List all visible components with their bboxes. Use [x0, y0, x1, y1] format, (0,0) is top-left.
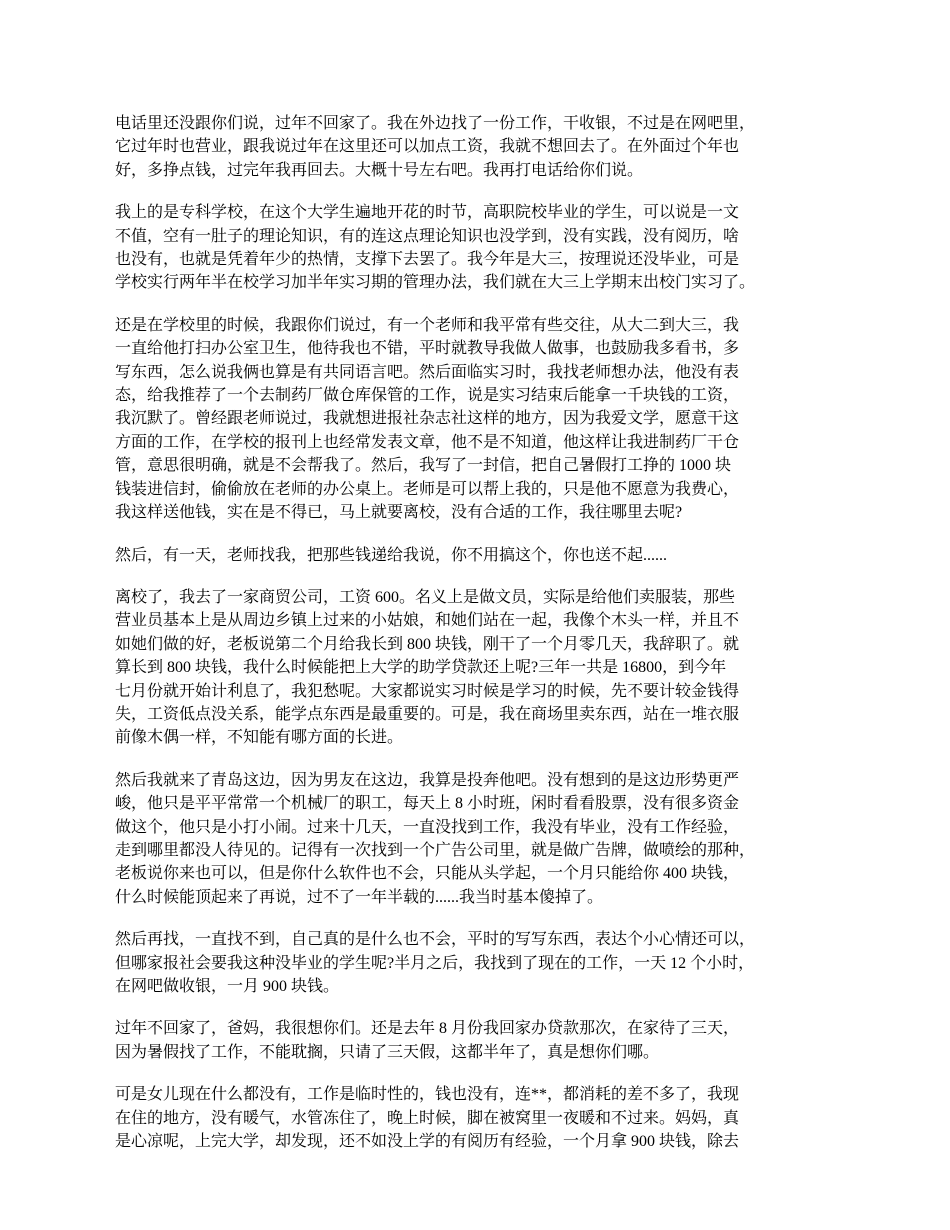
text-line: 七月份就开始计利息了，我犯愁呢。大家都说实习时候是学习的时候，先不要计较金钱得	[115, 682, 740, 700]
text-line: 是心凉呢，上完大学，却发现，还不如没上学的有阅历有经验，一个月拿 900 块钱，除去	[115, 1133, 740, 1151]
text-line: 什么时候能顶起来了再说，过不了一年半载的......我当时基本傻掉了。	[115, 888, 604, 906]
paragraph	[115, 544, 855, 567]
text-line: 如她们做的好，老板说第二个月给我长到 800 块钱，刚干了一个月零几天，我辞职了。就	[115, 635, 740, 653]
text-line: 我沉默了。曾经跟老师说过，我就想进报社杂志社这样的地方，因为我爱文学，愿意干这	[115, 410, 740, 428]
text-line: 我上的是专科学校，在这个大学生遍地开花的时节，高职院校毕业的学生，可以说是一文	[115, 204, 740, 222]
document-page	[115, 112, 855, 1172]
text-line: 也没有，也就是凭着年少的热情，支撑下去罢了。我今年是大三，按理说还没毕业，可是	[115, 251, 740, 269]
text-line: 钱装进信封，偷偷放在老师的办公桌上。老师是可以帮上我的，只是他不愿意为我费心，	[115, 480, 740, 498]
text-line: 还是在学校里的时候，我跟你们说过，有一个老师和我平常有些交往，从大二到大三，我	[115, 316, 740, 334]
text-line: 但哪家报社会要我这种没毕业的学生呢?半月之后，我找到了现在的工作，一天 12 个小时，	[115, 954, 755, 972]
paragraph	[115, 201, 855, 295]
text-line: 然后再找，一直找不到，自己真的是什么也不会，平时的写写东西，表达个小心情还可以，	[115, 931, 756, 949]
text-line: 老板说你来也可以，但是你什么软件也不会，只能从头学起，一个月只能给你 400 块钱，	[115, 865, 740, 883]
text-line: 离校了，我去了一家商贸公司，工资 600。名义上是做文员，实际是给他们卖服装，那些	[115, 588, 736, 606]
text-line: 在网吧做收银，一月 900 块钱。	[115, 978, 340, 995]
paragraph	[115, 769, 855, 909]
text-line: 态，给我推荐了一个去制药厂做仓库保管的工作，说是实习结束后能拿一千块钱的工资，	[115, 387, 740, 405]
text-line: 在住的地方，没有暖气，水管冻住了，晚上时候，脚在被窝里一夜暖和不过来。妈妈，真	[115, 1109, 740, 1127]
text-line: 我这样送他钱，实在是不得已，马上就要离校，没有合适的工作，我往哪里去呢?	[115, 504, 683, 522]
text-line: 写东西，怎么说我俩也算是有共同语言吧。然后面临实习时，我找老师想办法，他没有表	[115, 363, 740, 381]
text-line: 可是女儿现在什么都没有，工作是临时性的，钱也没有，连**，都消耗的差不多了，我现	[115, 1086, 740, 1104]
text-line: 营业员基本上是从周边乡镇上过来的小姑娘，和她们站在一起，我像个木头一样，并且不	[115, 612, 740, 630]
paragraph	[115, 1017, 855, 1064]
text-line: 峻，他只是平平常常一个机械厂的职工，每天上 8 小时班，闲时看看股票，没有很多资金	[115, 795, 740, 813]
paragraph	[115, 1083, 855, 1153]
text-line: 前像木偶一样，不知能有哪方面的长进。	[115, 729, 404, 747]
text-line: 管，意思很明确，就是不会帮我了。然后，我写了一封信，把自己暑假打工挣的 1000 块	[115, 457, 732, 475]
text-line: 过年不回家了，爸妈，我很想你们。还是去年 8 月份我回家办贷款那次，在家待了三天，	[115, 1020, 740, 1038]
text-line: 算长到 800 块钱，我什么时候能把上大学的助学贷款还上呢?三年一共是 16800，到今年	[115, 659, 727, 677]
text-line: 失，工资低点没关系，能学点东西是最重要的。可是，我在商场里卖东西，站在一堆衣服	[115, 705, 740, 723]
text-line: 然后，有一天，老师找我，把那些钱递给我说，你不用搞这个，你也送不起......	[115, 546, 668, 564]
text-line: 方面的工作，在学校的报刊上也经常发表文章，他不是不知道，他这样让我进制药厂干仓	[115, 433, 740, 451]
text-line: 然后我就来了青岛这边，因为男友在这边，我算是投奔他吧。没有想到的是这边形势更严	[115, 771, 740, 789]
text-line: 因为暑假找了工作，不能耽搁，只请了三天假，这都半年了，真是想你们哪。	[115, 1043, 660, 1061]
paragraph	[115, 314, 855, 525]
text-line: 它过年时也营业，跟我说过年在这里还可以加点工资，我就不想回去了。在外面过个年也	[115, 138, 740, 156]
text-line: 一直给他打扫办公室卫生，他待我也不错，平时就教导我做人做事，也鼓励我多看书，多	[115, 340, 740, 358]
text-line: 不值，空有一肚子的理论知识，有的连这点理论知识也没学到，没有实践，没有阅历，啥	[115, 227, 740, 245]
paragraph	[115, 586, 855, 750]
paragraph	[115, 928, 855, 998]
text-line: 好，多挣点钱，过完年我再回去。大概十号左右吧。我再打电话给你们说。	[115, 161, 644, 179]
text-line: 做这个，他只是小打小闹。过来十几天，一直没找到工作，我没有毕业，没有工作经验，	[115, 818, 740, 836]
paragraph	[115, 112, 855, 182]
text-line: 电话里还没跟你们说，过年不回家了。我在外边找了一份工作，干收银，不过是在网吧里，	[115, 115, 756, 132]
text-line: 走到哪里都没人待见的。记得有一次找到一个广告公司里，就是做广告牌，做喷绘的那种，	[115, 841, 756, 859]
text-line: 学校实行两年半在校学习加半年实习期的管理办法，我们就在大三上学期末出校门实习了。	[115, 274, 756, 292]
